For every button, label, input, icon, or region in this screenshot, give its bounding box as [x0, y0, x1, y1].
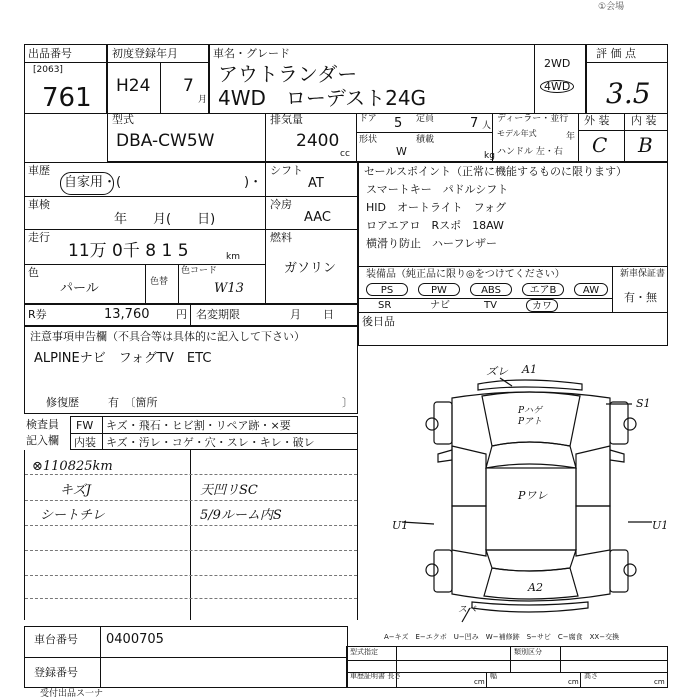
left-rear-door	[452, 506, 486, 556]
equip-navi: ナビ	[430, 300, 450, 311]
right-front-fender	[610, 402, 628, 444]
door-label: ドア	[359, 114, 377, 124]
equip-leather: カワ	[526, 299, 558, 312]
car-name: アウトランダー	[218, 62, 358, 86]
diag-rear: A2	[528, 581, 543, 594]
equip-tv: TV	[484, 300, 497, 311]
plate-label: 型式指定	[350, 648, 378, 656]
inspector-label-1: 検査員	[26, 418, 59, 431]
diag-top: A1	[522, 363, 537, 376]
cm-2: cm	[568, 678, 579, 686]
diag-right: U1	[652, 519, 669, 532]
cm-1: cm	[474, 678, 485, 686]
diag-roof: Pワレ	[518, 489, 548, 502]
warranty-value: 有・無	[624, 291, 657, 304]
fuel-value: ガソリン	[284, 261, 337, 276]
diag-hood: Pハゲ Pアト	[518, 406, 543, 427]
left-front-door	[452, 446, 486, 506]
car-grade: 4WD ローデスト24G	[218, 86, 427, 110]
hand-scratch: キズJ	[60, 483, 91, 498]
disp-value: 2400	[296, 131, 340, 151]
drive-2wd: 2WD	[544, 57, 571, 70]
model-year-label: モデル年式	[497, 129, 537, 138]
roof	[486, 468, 576, 550]
color-value: パール	[60, 281, 99, 296]
hand-roof: 天凹リSC	[200, 483, 258, 498]
disp-label: 排気量	[270, 113, 303, 126]
diag-left: U1	[392, 519, 409, 532]
cooler-value: AAC	[304, 210, 331, 225]
sales-line-3: ロアエアロ Rスポ 18AW	[366, 219, 504, 232]
cm-3: cm	[654, 678, 665, 686]
left-mirror	[438, 450, 452, 462]
exterior-grade: C	[592, 133, 608, 157]
reg-number-label: 登録番号	[34, 666, 78, 679]
history-value: 自家用・(	[64, 175, 122, 190]
repair-close: 〕	[342, 396, 353, 409]
venue-mark: ①会場	[598, 2, 625, 12]
color-code-label: 色コード	[181, 266, 218, 276]
capacity-label: 定員	[416, 114, 435, 124]
history-label: 車歴	[28, 164, 50, 177]
hand-seat: シートチレ	[40, 508, 105, 523]
fw-items: キズ・飛石・ヒビ割・リペア跡・×要	[106, 419, 291, 432]
shape-value: W	[396, 145, 407, 158]
bottom-note: 受付出品ス一ナ	[40, 689, 104, 699]
right-rear-door	[576, 506, 610, 556]
windshield	[486, 442, 576, 468]
inspection-label: 車検	[28, 198, 50, 211]
equip-ps: PS	[366, 283, 408, 296]
height-label: 高さ	[584, 672, 598, 680]
spec-table	[346, 646, 668, 688]
tax-label: R券	[28, 308, 47, 321]
equip-abs: ABS	[470, 283, 512, 296]
dealer-label: ディーラー・並行	[497, 114, 569, 124]
fw-head: FW	[76, 419, 94, 432]
tax-unit: 円	[176, 308, 187, 321]
era-year: H24	[116, 76, 151, 96]
door-value: 5	[394, 116, 403, 131]
model-label: 型式	[112, 113, 134, 126]
shift-label: シフト	[270, 164, 303, 177]
color-code-value: W13	[214, 281, 244, 296]
shape-label: 形状	[359, 135, 378, 145]
diag-rear-left: スベ	[458, 605, 477, 615]
car-diagram	[360, 346, 668, 636]
right-rear-fender	[610, 550, 628, 592]
sales-title: セールスポイント（正常に機能するものに限ります）	[364, 165, 628, 178]
notes-title: 注意事項申告欄（不具合等は具体的に記入して下さい）	[30, 330, 305, 343]
lot-number: 761	[42, 83, 92, 113]
hand-mileage: ⊗110825km	[32, 459, 113, 474]
notes-content: ALPINEナビ フォグTV ETC	[34, 351, 212, 366]
equip-pw: PW	[418, 283, 460, 296]
diag-top-left: ズレ	[486, 365, 508, 378]
reg-month: 7	[183, 76, 194, 96]
right-front-wheel	[624, 418, 636, 430]
mileage-label: 走行	[28, 231, 50, 244]
cc-unit: cc	[340, 149, 350, 159]
right-front-door	[576, 446, 610, 506]
lot-sub: [2063]	[33, 65, 63, 75]
equip-airbag: エアB	[522, 283, 564, 296]
tax-value: 13,760	[104, 307, 150, 322]
shift-value: AT	[308, 176, 324, 191]
front-bumper	[478, 380, 582, 390]
drive-4wd: 4WD	[540, 80, 574, 93]
left-rear-fender	[434, 550, 452, 592]
month-unit: 月	[198, 95, 208, 105]
sales-line-4: 横滑り防止 ハーフレザー	[366, 237, 498, 250]
kg-unit: kg	[484, 151, 495, 161]
mileage-value: 11万 0千 8 1 5	[68, 241, 189, 261]
score-label: 評 価 点	[596, 47, 636, 60]
sales-line-2: HID オートライト フォグ	[366, 201, 507, 214]
inspector-notes	[24, 450, 358, 620]
km-unit: km	[226, 252, 240, 262]
fuel-label: 燃料	[270, 231, 292, 244]
history-circle	[60, 172, 114, 195]
warranty-label: 新車保証書	[620, 269, 666, 279]
sales-line-1: スマートキー パドルシフト	[366, 183, 509, 196]
interior-grade: B	[638, 133, 653, 157]
name-label: 車名・グレード	[213, 47, 290, 60]
chassis-label: 車台番号	[34, 633, 78, 646]
inspection-value: 年 月( 日)	[114, 212, 216, 227]
dimension-label: 車歴証明書 長さ	[350, 672, 402, 680]
history-close: )・	[244, 175, 263, 190]
equipment-label: 装備品（純正品に限り◎をつけてください）	[366, 269, 565, 280]
interior-label: 内 装	[631, 114, 657, 127]
width-label: 幅	[490, 672, 497, 680]
load-label: 積載	[416, 135, 435, 145]
score-value: 3.5	[606, 77, 651, 110]
right-rear-wheel	[624, 564, 636, 576]
cooler-label: 冷房	[270, 198, 292, 211]
category-label: 類別区分	[514, 648, 542, 656]
expiry-value: 月 日	[290, 308, 334, 321]
first-reg-label: 初度登録年月	[112, 47, 178, 60]
right-mirror	[610, 450, 624, 462]
color-label: 色	[28, 266, 39, 279]
interior-items: キズ・汚レ・コゲ・穴・スレ・キレ・破レ	[106, 436, 315, 449]
person-unit: 人	[482, 121, 492, 131]
left-front-wheel	[426, 418, 438, 430]
rear-bumper	[472, 602, 588, 612]
inspector-label-2: 記入欄	[26, 434, 59, 447]
model-value: DBA-CW5W	[116, 131, 215, 151]
capacity-value: 7	[470, 116, 479, 131]
left-front-fender	[434, 402, 452, 444]
rear-window	[486, 550, 576, 571]
hand-room: 5/9ルーム内S	[200, 508, 282, 523]
handle-label: ハンドル 左・右	[497, 147, 563, 157]
expiry-label: 名変期限	[196, 308, 240, 321]
left-rear-wheel	[426, 564, 438, 576]
damage-legend: A−キズ E−エクボ U−凹み W−補修跡 S−サビ C−腐食 XX−交換	[384, 633, 620, 641]
after-label: 後日品	[362, 315, 395, 328]
year-unit: 年	[566, 132, 576, 142]
interior-head: 内装	[74, 436, 96, 449]
equip-sr: SR	[378, 300, 392, 311]
chassis-value: 0400705	[106, 632, 164, 647]
diag-top-right: S1	[636, 397, 651, 410]
lot-label: 出品番号	[28, 47, 72, 60]
repair-label: 修復歴	[46, 396, 79, 409]
repair-value: 有 〔箇所	[108, 396, 158, 409]
equip-aw: AW	[574, 283, 608, 296]
repaint-label: 色替	[150, 277, 169, 287]
exterior-label: 外 装	[584, 114, 610, 127]
